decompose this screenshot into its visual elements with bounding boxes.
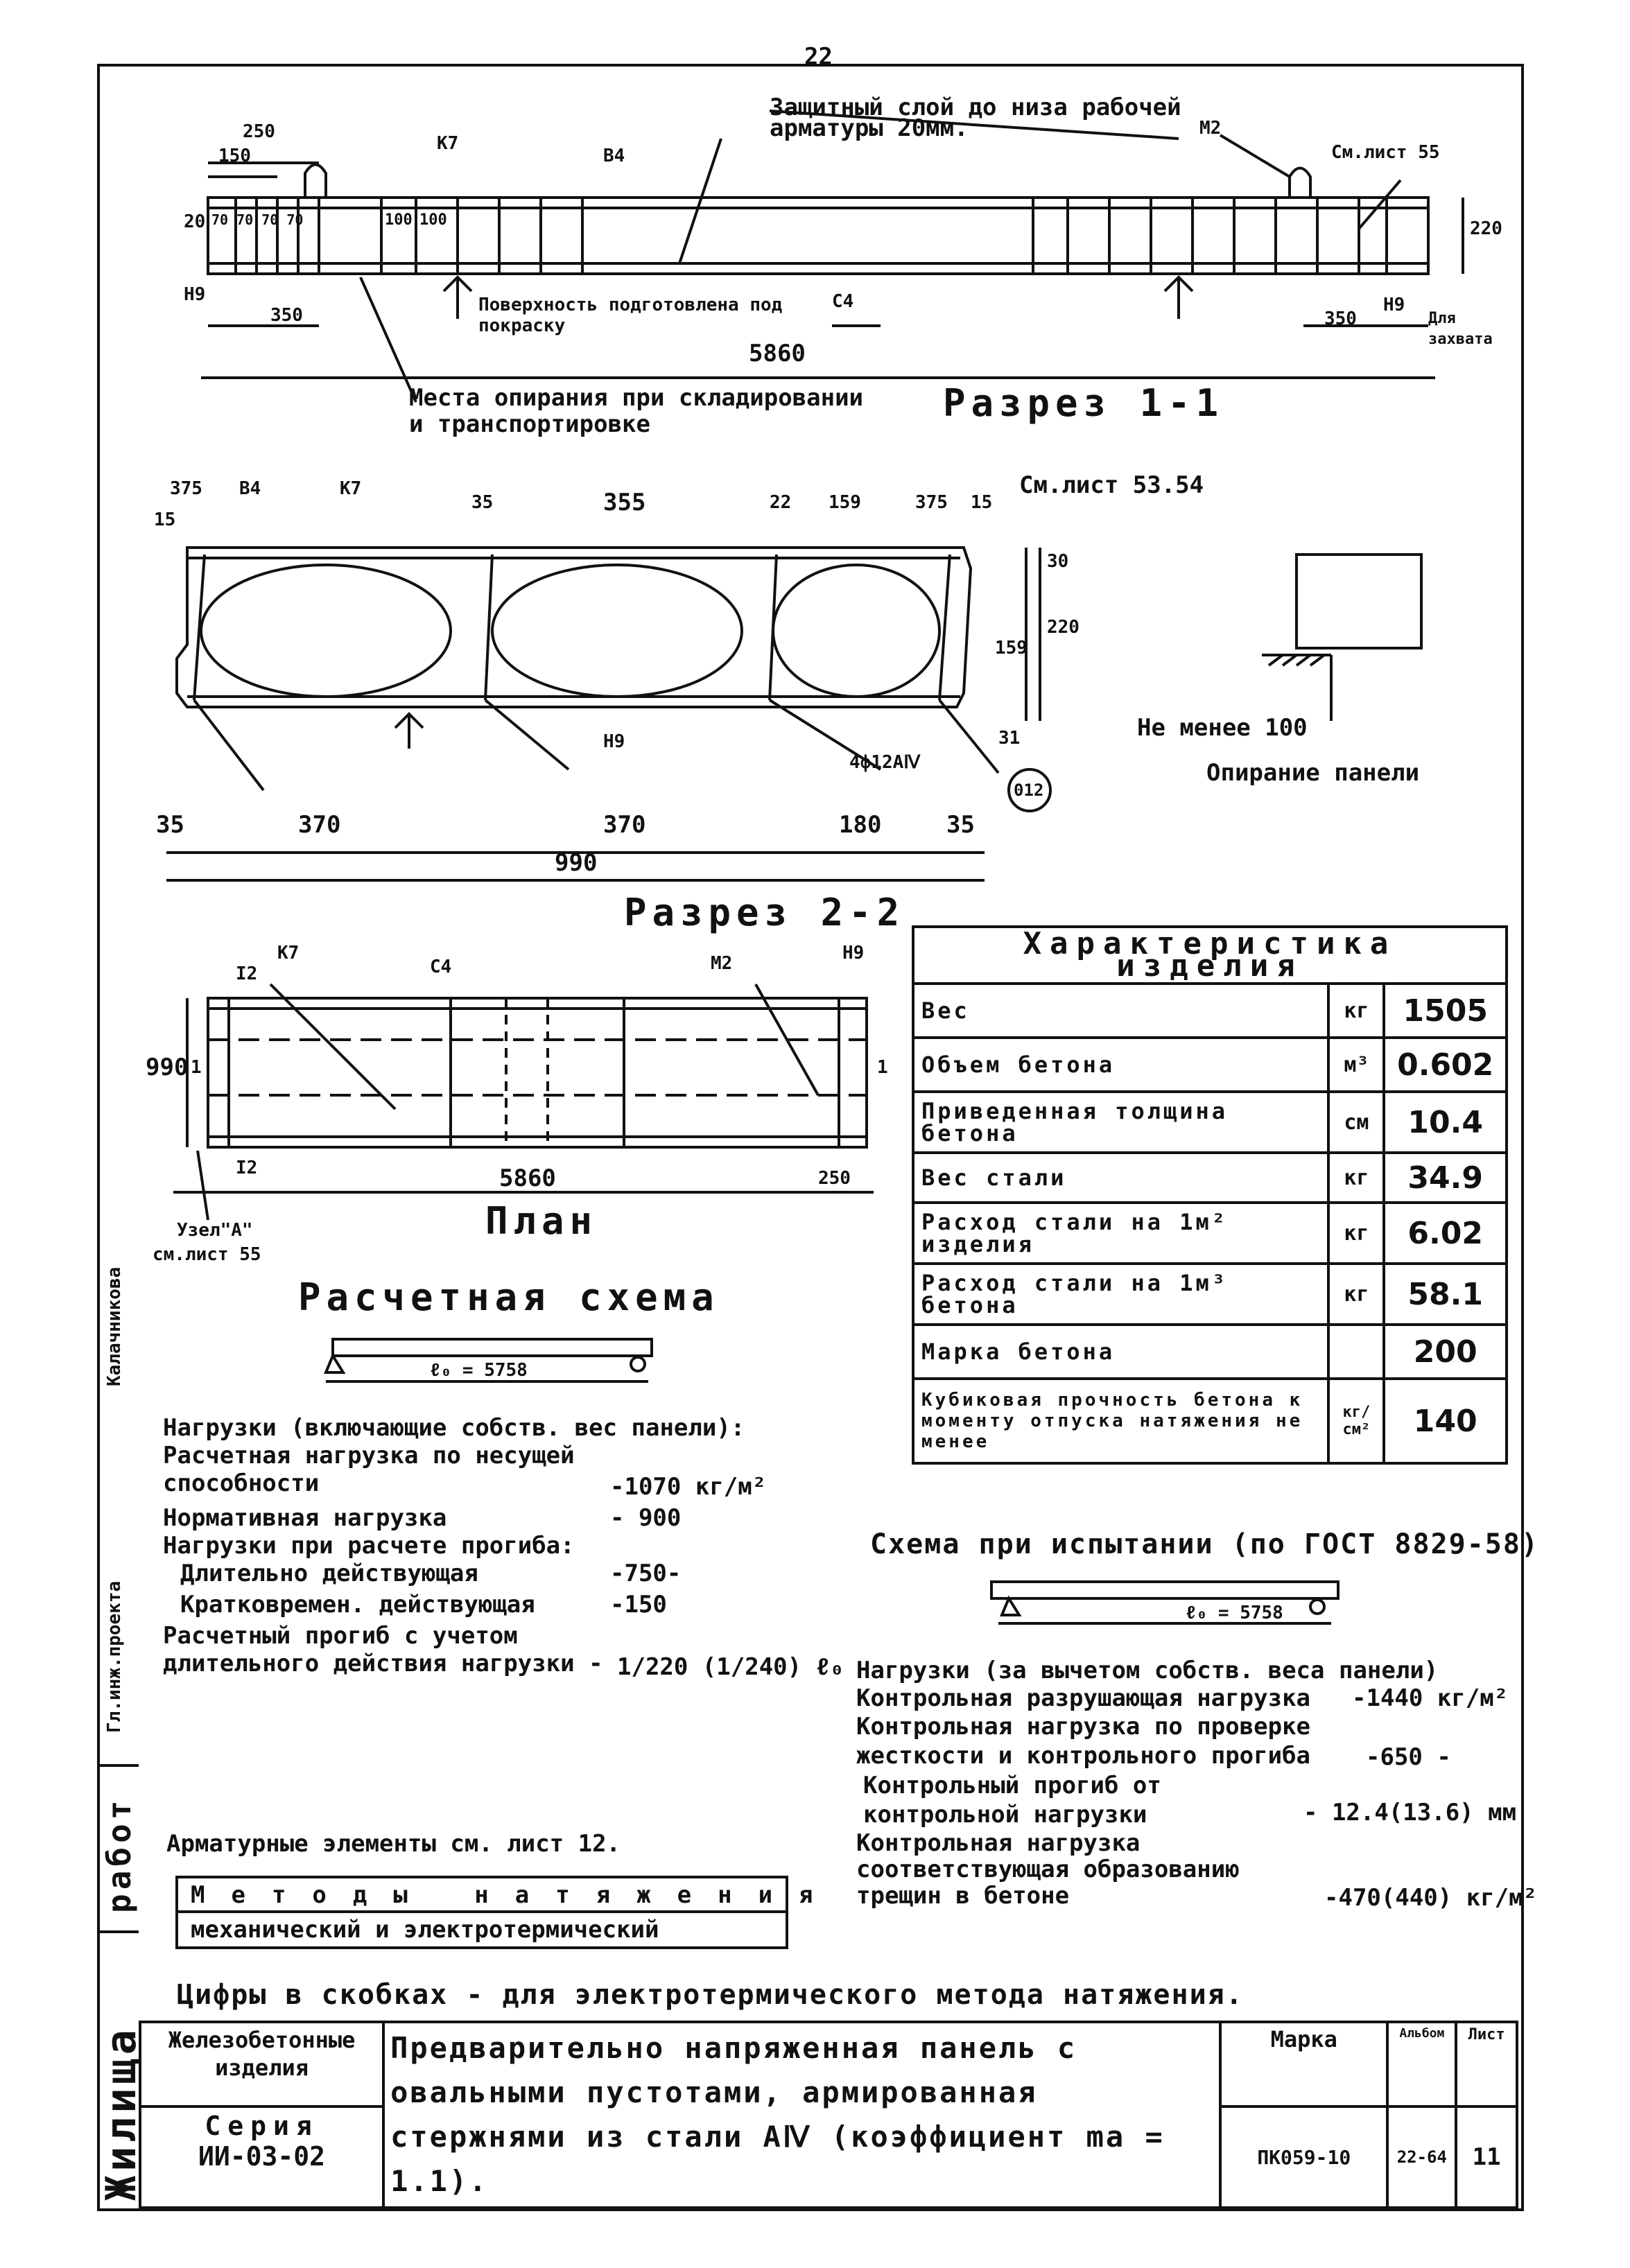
rebar-note: Арматурные элементы см. лист 12. <box>166 1830 621 1858</box>
tb-album-cell <box>1387 2106 1456 2208</box>
dim-15b: 15 <box>971 492 993 513</box>
dim-31: 31 <box>998 728 1021 749</box>
dim-100b: 100 <box>419 211 447 229</box>
page-number: 22 <box>804 43 833 71</box>
methods-title: Методы натяжения <box>191 1881 840 1909</box>
oval-void <box>773 565 939 697</box>
tb-description <box>383 2022 1220 2208</box>
plan-label-k7: К7 <box>277 943 300 963</box>
sheet-ref-55: См.лист 55 <box>1331 142 1440 163</box>
dim-375-right: 375 <box>915 492 948 513</box>
table-row: Объем бетона м³ 0.602 <box>913 1038 1507 1092</box>
calc-span: ℓ₀ = 5758 <box>430 1360 528 1381</box>
test-line-text: Контрольная нагрузка по проверке жесткости и контрольного прогиба <box>856 1713 1311 1770</box>
dim-220: 220 <box>1470 218 1502 239</box>
section1-title: Разрез 1-1 <box>943 381 1224 425</box>
dim-35-left: 35 <box>156 811 184 839</box>
plan-section-mark-left: 1 <box>191 1057 202 1078</box>
tb-sheet-label: Лист <box>1468 2026 1505 2043</box>
characteristics-table <box>912 925 1508 1465</box>
test-loads-heading: Нагрузки (за вычетом собств. веса панели) <box>856 1657 1439 1684</box>
plan-title: План <box>485 1199 598 1243</box>
table-row: Вес стали кг 34.9 <box>913 1153 1507 1203</box>
tb-description-text: Предварительно напряженная панель с овальными пустотами, армированная стержнями из стали АⅣ (коэффициент mа = 1.1). <box>390 2031 1165 2198</box>
tb-sheet-cell <box>1456 2106 1517 2208</box>
tb-category-text: Железобетонные изделия <box>168 2027 356 2081</box>
oval-void <box>201 565 451 697</box>
oval-void <box>492 565 742 697</box>
tb-mark-cell <box>1220 2106 1387 2208</box>
table-row: Расход стали на 1м² изделия кг 6.02 <box>913 1203 1507 1264</box>
load-line-text: Кратковремен. действующая <box>180 1591 535 1619</box>
plan-dim-990: 990 <box>146 1054 189 1081</box>
dim-350-right: 350 <box>1324 308 1357 329</box>
dim-30: 30 <box>1047 551 1069 572</box>
dim-35-right: 35 <box>946 811 975 839</box>
load-line-value: -150 <box>610 1591 667 1619</box>
table-row: Вес кг 1505 <box>913 984 1507 1038</box>
dim-250: 250 <box>243 121 275 142</box>
panel-cross-section <box>177 548 971 707</box>
plan-label-i2-top: I2 <box>236 963 258 984</box>
plan-label-c4: С4 <box>430 957 452 977</box>
load-line-value: 1/220 (1/240) ℓ₀ <box>617 1653 844 1681</box>
test-line-text: Контрольная разрушающая нагрузка <box>856 1684 1311 1712</box>
test-span: ℓ₀ = 5758 <box>1186 1603 1283 1623</box>
dim-22: 22 <box>770 492 792 513</box>
tb-mark-label-cell <box>1220 2022 1387 2106</box>
side-author-name: Калачникова <box>104 1266 125 1386</box>
test-line-value: -1440 кг/м² <box>1352 1684 1509 1712</box>
surface-note: Поверхность подготовлена под покраску <box>478 295 783 336</box>
tb-series <box>140 2106 383 2208</box>
label-k7: К7 <box>437 133 459 154</box>
side-housing-label: Жилища <box>97 2025 146 2201</box>
dim-375-left: 375 <box>170 478 202 499</box>
label-k7-2: К7 <box>340 478 362 499</box>
load-line-text: Нормативная нагрузка <box>163 1504 447 1532</box>
dim-220-v: 220 <box>1047 617 1080 638</box>
label-h9-right: Н9 <box>1383 295 1405 315</box>
test-beam <box>991 1582 1338 1598</box>
brackets-note: Цифры в скобках - для электротермического метода натяжения. <box>177 1979 1244 2011</box>
test-line-text: Контрольный прогиб от контрольной нагрузки <box>863 1772 1161 1829</box>
load-line-text: Длительно действующая <box>180 1560 478 1587</box>
tb-album-label-cell <box>1387 2022 1456 2106</box>
circle-012: 012 <box>1014 780 1044 800</box>
plan-label-m2: М2 <box>711 953 733 974</box>
dim-159-v: 159 <box>995 638 1028 658</box>
tb-album-label: Альбом <box>1399 2026 1445 2041</box>
load-line-value: - 900 <box>610 1504 682 1532</box>
support-caption: Опирание панели <box>1206 759 1420 787</box>
tb-album: 22-64 <box>1396 2147 1447 2167</box>
dim-100a: 100 <box>385 211 413 229</box>
test-line-value: - 12.4(13.6) мм <box>1303 1799 1517 1826</box>
tb-series-value: ИИ-03-02 <box>198 2141 326 2172</box>
tb-series-label: Серия <box>205 2111 319 2141</box>
methods-text: механический и электротермический <box>191 1916 659 1944</box>
plan-dim-5860: 5860 <box>499 1164 556 1192</box>
load-line-text: Расчетный прогиб с учетом длительного действия нагрузки - <box>163 1622 603 1677</box>
table-row: Марка бетона 200 <box>913 1325 1507 1379</box>
label-c4: С4 <box>832 291 854 312</box>
dim-370-a: 370 <box>298 811 341 839</box>
sheet-ref-53-54: См.лист 53.54 <box>1019 471 1204 499</box>
dim-70s: 70 70 70 70 <box>211 211 304 228</box>
section2-title: Разрез 2-2 <box>624 891 905 934</box>
rebar-label: 4ф12АⅣ <box>849 752 921 773</box>
support-note: Места опирания при складировании и транспортировке <box>409 384 864 438</box>
loads-heading: Нагрузки (включающие собств. вес панели): <box>163 1414 745 1442</box>
side-author-label: Гл.инж.проекта <box>104 1580 125 1733</box>
tb-sheet-label-cell <box>1456 2022 1517 2106</box>
dim-35-top: 35 <box>471 492 494 513</box>
table-row: Приведенная толщина бетона см 10.4 <box>913 1092 1507 1153</box>
dim-15a: 15 <box>154 509 176 530</box>
tb-sheet: 11 <box>1472 2143 1501 2171</box>
calc-beam <box>333 1339 652 1356</box>
dim-159-top: 159 <box>829 492 861 513</box>
label-b4-2: В4 <box>239 478 261 499</box>
dim-150: 150 <box>218 146 251 166</box>
side-works-label: работ <box>101 1796 138 1913</box>
table-row: Кубиковая прочность бетона к моменту отпуска натяжения не менее кг/см² 140 <box>913 1379 1507 1463</box>
title-block <box>139 2021 1518 2209</box>
node-note: Узел"А" <box>177 1220 253 1241</box>
dim-350-left: 350 <box>270 305 303 326</box>
calc-scheme-title: Расчетная схема <box>298 1275 720 1319</box>
support-min-text: Не менее 100 <box>1137 714 1308 742</box>
dim-355: 355 <box>603 489 646 516</box>
grip-note: Для захвата <box>1428 310 1493 348</box>
test-line-text: Контрольная нагрузка соответствующая образованию трещин в бетоне <box>856 1829 1240 1910</box>
characteristics-title: Характеристика изделия <box>913 927 1507 984</box>
plan-label-i2-bot: I2 <box>236 1158 258 1178</box>
tb-mark: ПК059-10 <box>1257 2145 1351 2169</box>
load-line-text: Расчетная нагрузка по несущей способности <box>163 1442 575 1497</box>
dim-180: 180 <box>839 811 882 839</box>
plan-label-h9: Н9 <box>842 943 865 963</box>
node-sheet: см.лист 55 <box>153 1244 261 1265</box>
load-line-value: -1070 кг/м² <box>610 1473 767 1501</box>
tb-category <box>140 2022 383 2106</box>
label-m2: М2 <box>1199 118 1222 139</box>
dim-20: 20 <box>184 211 206 232</box>
label-b4: В4 <box>603 146 625 166</box>
plan-dim-250: 250 <box>818 1168 851 1189</box>
label-h9-2: Н9 <box>603 731 625 752</box>
tb-mark-label: Марка <box>1270 2026 1337 2052</box>
load-line-text: Нагрузки при расчете прогиба: <box>163 1532 575 1560</box>
dim-990: 990 <box>555 849 598 877</box>
lifting-loop <box>305 165 326 198</box>
test-line-value: -650 - <box>1366 1743 1451 1771</box>
load-line-value: -750- <box>610 1560 682 1587</box>
label-h9-left: Н9 <box>184 284 206 305</box>
protect-layer-note: Защитный слой до низа рабочей арматуры 20мм. <box>770 94 1181 142</box>
dim-370-b: 370 <box>603 811 646 839</box>
support-detail-panel <box>1297 555 1421 648</box>
test-line-value: -470(440) кг/м² <box>1324 1884 1538 1912</box>
table-row: Расход стали на 1м³ бетона кг 58.1 <box>913 1264 1507 1325</box>
dim-5860: 5860 <box>749 340 806 367</box>
test-scheme-title: Схема при испытании (по ГОСТ 8829-58) <box>870 1528 1540 1560</box>
plan-section-mark-right: 1 <box>877 1057 888 1078</box>
